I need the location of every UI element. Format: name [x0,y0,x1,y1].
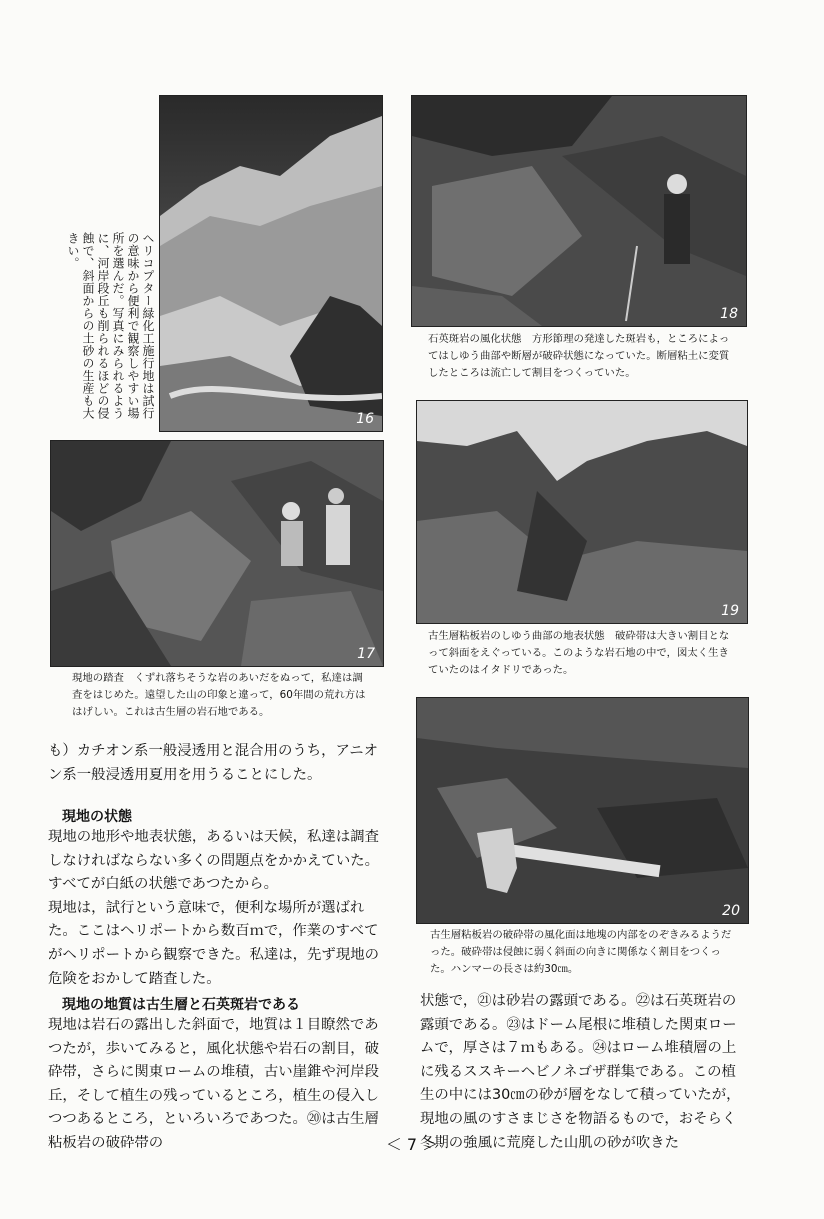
figure-number: 17 [357,646,375,662]
photo-19-ridge [416,400,748,624]
section-heading-geology: 現地の地質は古生層と石英斑岩である [62,997,300,1013]
figure-20-caption: 古生層粘板岩の破砕帯の風化面は地塊の内部をのぞきみるようだった。破砕帯は侵蝕に弱く斜面の向きに関係なく割目をつくった。ハンマーの長さは約30㎝。 [430,929,732,975]
left-intro-paragraph [48,740,386,787]
paragraph: 現地の地形や地表状態，あるいは天候，私達は調査しなければならない多くの問題点をかかえていた。すべてが白紙の状態であつたから。 [48,829,379,893]
paragraph: 状態で，㉑は砂岩の露頭である。㉒は石英斑岩の露頭である。㉓はドーム尾根に堆積した関東ロームで，厚さは７ｍもある。㉔はローム堆積層の上に残るススキーヘビノネゴザ群集である。この植生の中には30㎝の砂が層をなして積っていたが，現地の風のすさまじさを物語るもので，おそらく冬期の強風に荒廃した山肌の砂が吹きた [420,993,741,1151]
photo-16-mountain-valley [159,95,383,432]
paragraph: 現地は，試行という意味で，便利な場所が選ばれた。ここはヘリポートから数百ｍで，作業のすべてがヘリポートから観察できた。私達は，先ず現地の危険をおかして踏査した。 [48,899,379,987]
figure-number: 20 [722,903,740,919]
figure-number: 19 [721,603,739,619]
figure-number: 18 [720,306,738,322]
left-section-1 [48,826,386,991]
paragraph: 現地は岩石の露出した斜面で，地質は１目瞭然であつたが，歩いてみると，風化状態や岩石の割目，破砕帯，さらに関東ロームの堆積，古い崖錐や河岸段丘，そして植生の残っているところ，植生の侵入しつつあるところ，といろいろであつた。⑳は古生層粘板岩の破砕帯の [48,1017,379,1151]
figure-number: 16 [356,411,374,427]
photo-17-survey [50,440,384,667]
right-paragraph [420,990,750,1155]
page-number: ＜ 7 ＞ [385,1135,439,1154]
figure-19-caption: 古生層粘板岩のしゆう曲部の地表状態 破砕帯は大きい割目となって斜面をえぐっている。このような岩石地の中で，図太く生きていたのはイタドリであった。 [428,630,730,676]
figure-16-caption: ヘリコプター緑化工施行地は試行の意味から便利で観察しやすい場所を選んだ。写真にみられるように、河岸段丘も削られるほどの侵蝕で、斜面からの土砂の生産も大きい。 [66,232,155,420]
figure-17-caption: 現地の踏査 くずれ落ちそうな岩のあいだをぬって，私達は調査をはじめた。遠望した山の印象と違って，60年間の荒れ方ははげしい。これは古生層の岩石地である。 [72,672,366,718]
photo-18-porphyry [411,95,747,327]
section-heading-site-condition: 現地の状態 [62,809,132,825]
paragraph: も）カチオン系一般浸透用と混合用のうち，アニオン系一般浸透用夏用を用うることにした。 [48,743,378,783]
figure-18-caption: 石英斑岩の風化状態 方形節理の発達した斑岩も，ところによってはしゆう曲部や断層が破砕状態になっていた。断層粘土に変質したところは流亡して割目をつくっていた。 [428,333,730,379]
photo-20-hammer [416,697,749,924]
